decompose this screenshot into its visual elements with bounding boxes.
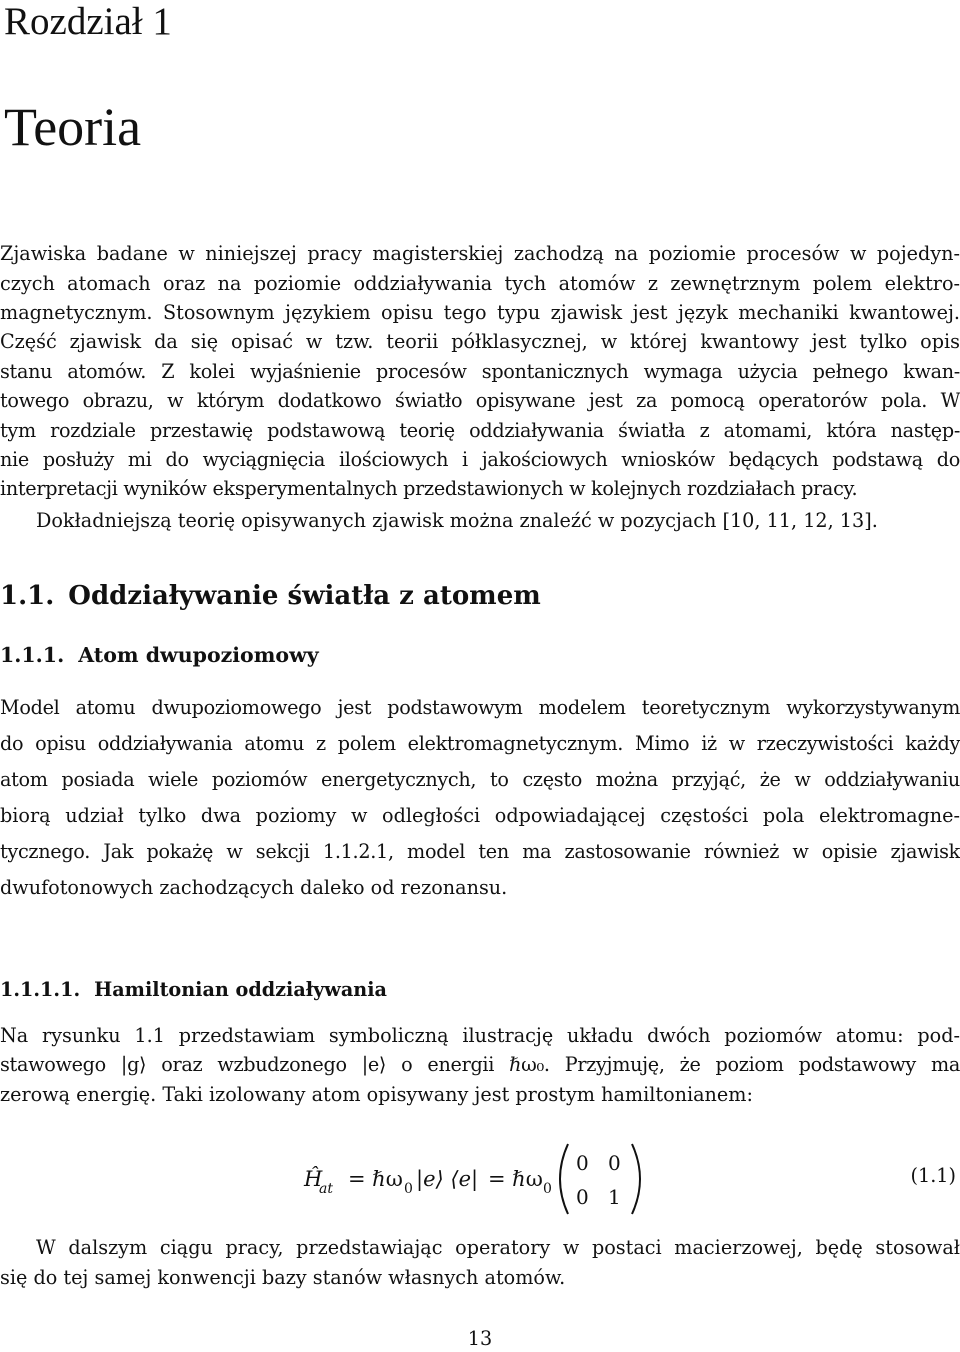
hamiltonian-equation <box>300 1138 660 1220</box>
closing-line: W dalszym ciągu pracy, przedstawiając operatory w postaci macierzowej, będę stosował <box>36 1236 960 1259</box>
subsection-line: dwufotonowych zachodzących daleko od rezonansu. <box>0 876 508 899</box>
section-number: 1.1. <box>0 581 55 611</box>
equation-lhs-subscript: at <box>319 1181 333 1197</box>
equation-rhs-subscript: 0 <box>543 1181 552 1197</box>
subsection-line: tycznego. Jak pokażę w sekcji 1.1.2.1, model ten ma zastosowanie również w opisie zjawisk <box>0 840 960 863</box>
subsection-heading <box>0 640 319 670</box>
page-number: 13 <box>467 1327 493 1350</box>
paragraph-line: zerową energię. Taki izolowany atom opisywany jest prostym hamiltonianem: <box>0 1083 753 1106</box>
subsection-number: 1.1.1. <box>0 643 65 667</box>
intro-line: czych atomach oraz na poziomie oddziaływania tych atomów z zewnętrznym polem elektro- <box>0 272 960 295</box>
equation-middle-subscript: 0 <box>404 1181 413 1197</box>
intro-line: stanu atomów. Z kolei wyjaśnienie procesów spontanicznych wymaga użycia pełnego kwan- <box>0 360 960 383</box>
subsection-line: biorą udział tylko dwa poziomy w odległości odpowiadającej częstości pola elektromagne- <box>0 804 960 827</box>
section-title: Oddziaływanie światła z atomem <box>68 581 541 611</box>
matrix-left-bracket <box>560 1144 568 1214</box>
paragraph-line: stawowego |g⟩ oraz wzbudzonego |e⟩ o energii ℏω₀. Przyjmuję, że poziom podstawowy ma <box>0 1053 960 1076</box>
section-heading <box>0 578 541 614</box>
chapter-label: Rozdział 1 <box>4 0 172 43</box>
equation-number: (1.1) <box>910 1164 956 1187</box>
matrix-cell: 0 <box>608 1151 621 1175</box>
equation-1-1 <box>0 1138 960 1220</box>
matrix-cell: 0 <box>576 1185 589 1209</box>
intro-line: Część zjawisk da się opisać w tzw. teorii półklasycznej, w której kwantowy jest tylko opis <box>0 330 960 353</box>
closing-line: się do tej samej konwencji bazy stanów własnych atomów. <box>0 1266 566 1289</box>
intro-line: nie posłuży mi do wyciągnięcia ilościowych i jakościowych wniosków będących podstawą do <box>0 448 960 471</box>
matrix-cell: 1 <box>608 1185 621 1209</box>
equation-lhs: Ĥ <box>304 1167 323 1191</box>
equation-ket-bra: |e⟩ ⟨e| <box>416 1167 479 1191</box>
chapter-title: Teoria <box>4 97 142 157</box>
subsection-title: Atom dwupoziomowy <box>78 643 319 667</box>
subsection-line: atom posiada wiele poziomów energetycznych, to często można przyjąć, że w oddziaływaniu <box>0 768 960 791</box>
intro-line: magnetycznym. Stosownym językiem opisu tego typu zjawisk jest język mechaniki kwantowej. <box>0 301 960 324</box>
intro-line: tym rozdziale przestawię podstawową teorię oddziaływania światła z atomami, która następ- <box>0 419 960 442</box>
equation-rhs: = ℏω <box>488 1167 543 1191</box>
paragraph-number: 1.1.1.1. <box>0 978 81 1001</box>
matrix-right-bracket <box>632 1144 640 1214</box>
intro-references-line: Dokładniejszą teorię opisywanych zjawisk można znaleźć w pozycjach [10, 11, 12, 13]. <box>36 509 878 532</box>
subsection-line: do opisu oddziaływania atomu z polem elektromagnetycznym. Mimo iż w rzeczywistości każdy <box>0 732 960 755</box>
intro-line: towego obrazu, w którym dodatkowo światło opisywane jest za pomocą operatorów pola. W <box>0 389 960 412</box>
intro-line: interpretacji wyników eksperymentalnych przedstawionych w kolejnych rozdziałach pracy. <box>0 477 858 500</box>
equation-middle: = ℏω <box>348 1167 403 1191</box>
paragraph-title: Hamiltonian oddziaływania <box>94 978 387 1001</box>
matrix-cell: 0 <box>576 1151 589 1175</box>
intro-line: Zjawiska badane w niniejszej pracy magisterskiej zachodzą na poziomie procesów w pojedyn- <box>0 242 960 265</box>
subsection-line: Model atomu dwupoziomowego jest podstawowym modelem teoretycznym wykorzystywanym <box>0 696 960 719</box>
paragraph-heading <box>0 975 387 1005</box>
paragraph-line: Na rysunku 1.1 przedstawiam symboliczną ilustrację układu dwóch poziomów atomu: pod- <box>0 1024 960 1047</box>
